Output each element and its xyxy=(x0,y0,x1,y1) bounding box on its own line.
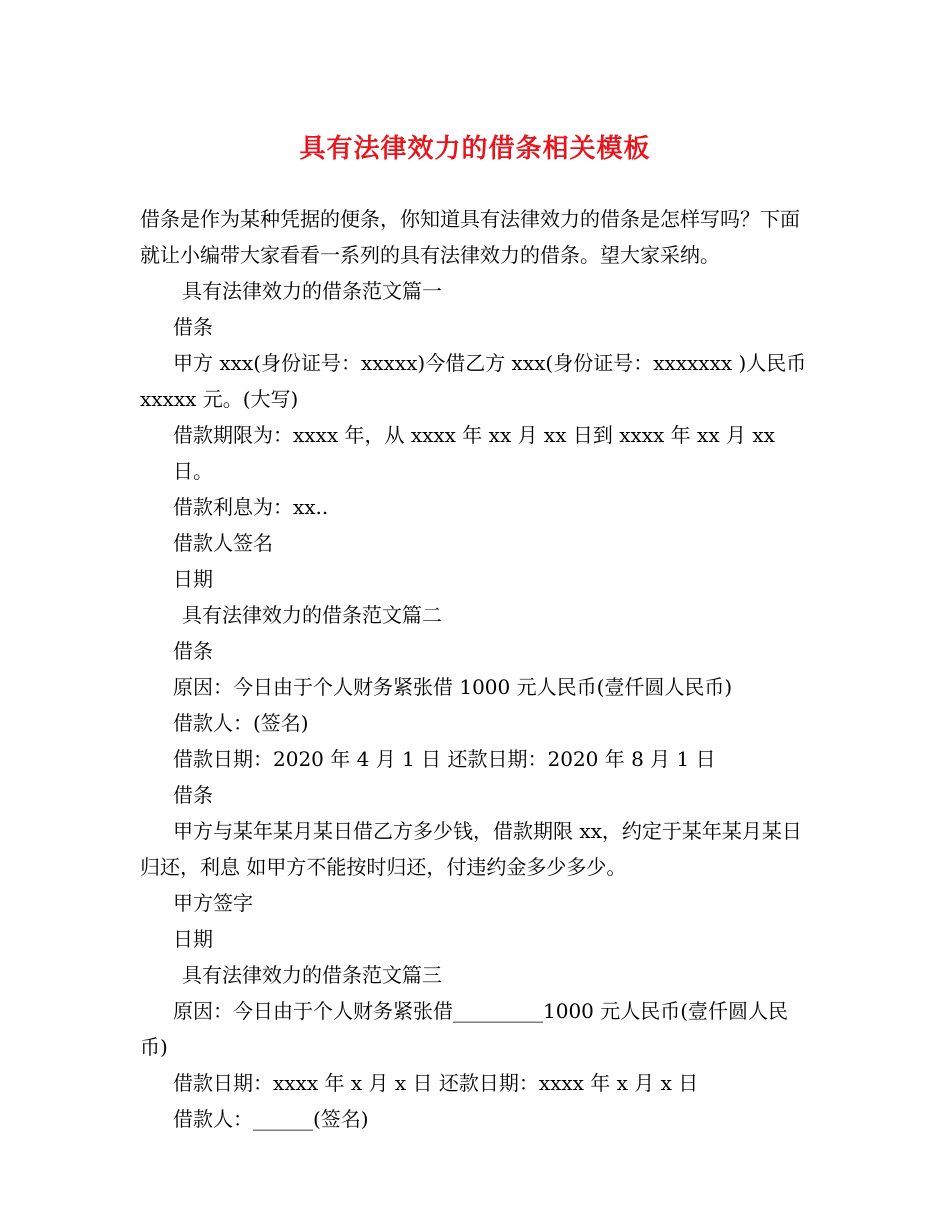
section-heading-1: 具有法律效力的借条范文篇一 xyxy=(182,279,442,303)
paragraph-reason: 原因：今日由于个人财务紧张借 1000 元人民币(壹仟圆人民币) xyxy=(173,675,733,699)
paragraph-reason: 原因：今日由于个人财务紧张借_________1000 元人民币(壹仟圆人民币) xyxy=(140,999,789,1059)
iou-label: 借条 xyxy=(173,783,213,807)
paragraph-date: 日期 xyxy=(173,567,213,591)
paragraph-borrower-signature: 借款人签名 xyxy=(173,531,273,555)
intro-paragraph: 借条是作为某种凭据的便条，你知道具有法律效力的借条是怎样写吗？下面就让小编带大家看看一系列的具有法律效力的借条。望大家采纳。 xyxy=(140,207,800,267)
paragraph-party-a: 甲方 xxx(身份证号：xxxxx)今借乙方 xxx(身份证号：xxxxxxx )人民币 xxxxx 元。(大写) xyxy=(140,351,807,411)
paragraph-interest: 借款利息为：xx.. xyxy=(173,495,329,519)
paragraph-party-a-signature: 甲方签字 xyxy=(173,891,253,915)
section-heading-3: 具有法律效力的借条范文篇三 xyxy=(182,963,442,987)
document-body xyxy=(140,201,815,1137)
paragraph-borrower: 借款人：______(签名) xyxy=(173,1107,369,1131)
paragraph-loan-term: 借款期限为：xxxx 年，从 xxxx 年 xx 月 xx 日到 xxxx 年 xx 月 xx 日。 xyxy=(173,423,775,483)
paragraph-loan-dates: 借款日期：xxxx 年 x 月 x 日 还款日期：xxxx 年 x 月 x 日 xyxy=(173,1071,699,1095)
paragraph-date: 日期 xyxy=(173,927,213,951)
iou-label: 借条 xyxy=(173,315,213,339)
paragraph-borrower: 借款人：(签名) xyxy=(173,711,309,735)
iou-label: 借条 xyxy=(173,639,213,663)
section-heading-2: 具有法律效力的借条范文篇二 xyxy=(182,603,442,627)
document-title: 具有法律效力的借条相关模板 xyxy=(299,134,651,164)
paragraph-loan-dates: 借款日期：2020 年 4 月 1 日 还款日期：2020 年 8 月 1 日 xyxy=(173,747,716,771)
paragraph-agreement: 甲方与某年某月某日借乙方多少钱，借款期限 xx，约定于某年某月某日归还，利息 如甲方不能按时归还，付违约金多少多少。 xyxy=(140,819,802,879)
